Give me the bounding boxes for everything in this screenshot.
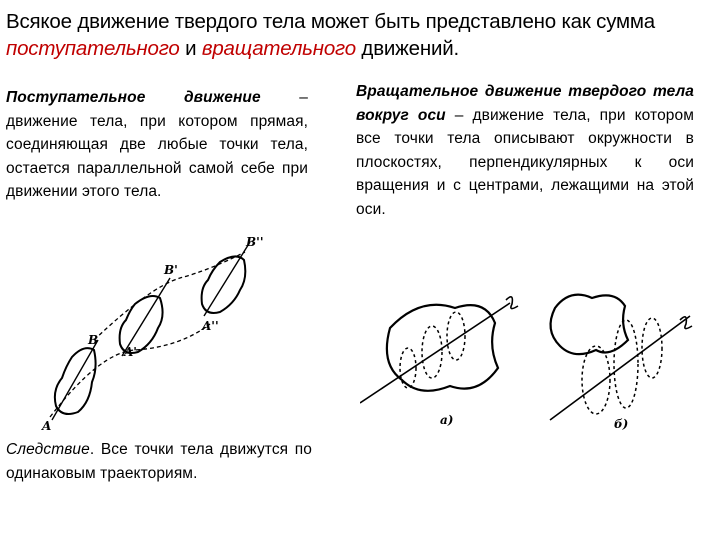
title-term-rotational: вращательного: [201, 37, 356, 60]
label-a-prime: A': [124, 345, 137, 359]
translational-motion-figure: [40, 232, 280, 432]
label-b-prime: B': [164, 263, 178, 277]
translational-text: – движение тела, при котором прямая, соединяющая две любые точки тела, остается параллельной самой себе при движении этого тела.: [6, 89, 308, 200]
figure-label-a: а): [440, 413, 454, 427]
consequence-text: . Все точки тела движутся по одинаковым траекториям.: [6, 441, 312, 482]
title-term-translational: поступательного: [6, 37, 180, 60]
title-text-3: движений.: [355, 37, 459, 60]
title-text-2: и: [179, 37, 202, 60]
label-b-double-prime: B'': [246, 235, 264, 249]
label-a-double-prime: A'': [202, 319, 219, 333]
translational-term: Поступательное движение: [6, 89, 261, 106]
label-a: A: [42, 419, 52, 432]
rotational-motion-figure: [360, 268, 700, 438]
rotational-term: Вращательное движение твердого тела вокруг оси: [356, 83, 694, 124]
figure-label-b: б): [614, 417, 629, 431]
consequence-note: [6, 438, 312, 485]
rotation-figure-b: [550, 295, 692, 431]
rotational-text: – движение тела, при котором все точки тела описывают окружности в плоскостях, перпендикулярных к оси вращения и с центрами, лежащими на этой оси.: [356, 106, 695, 218]
translational-definition: [6, 86, 308, 204]
slide-title: [6, 8, 718, 62]
consequence-term: Следствие: [6, 441, 90, 458]
label-b: B: [88, 333, 99, 347]
title-text-1: Всякое движение твердого тела может быть представлено как сумма: [6, 10, 656, 33]
rotational-definition: [356, 80, 694, 221]
rotation-figure-a: [360, 297, 518, 427]
